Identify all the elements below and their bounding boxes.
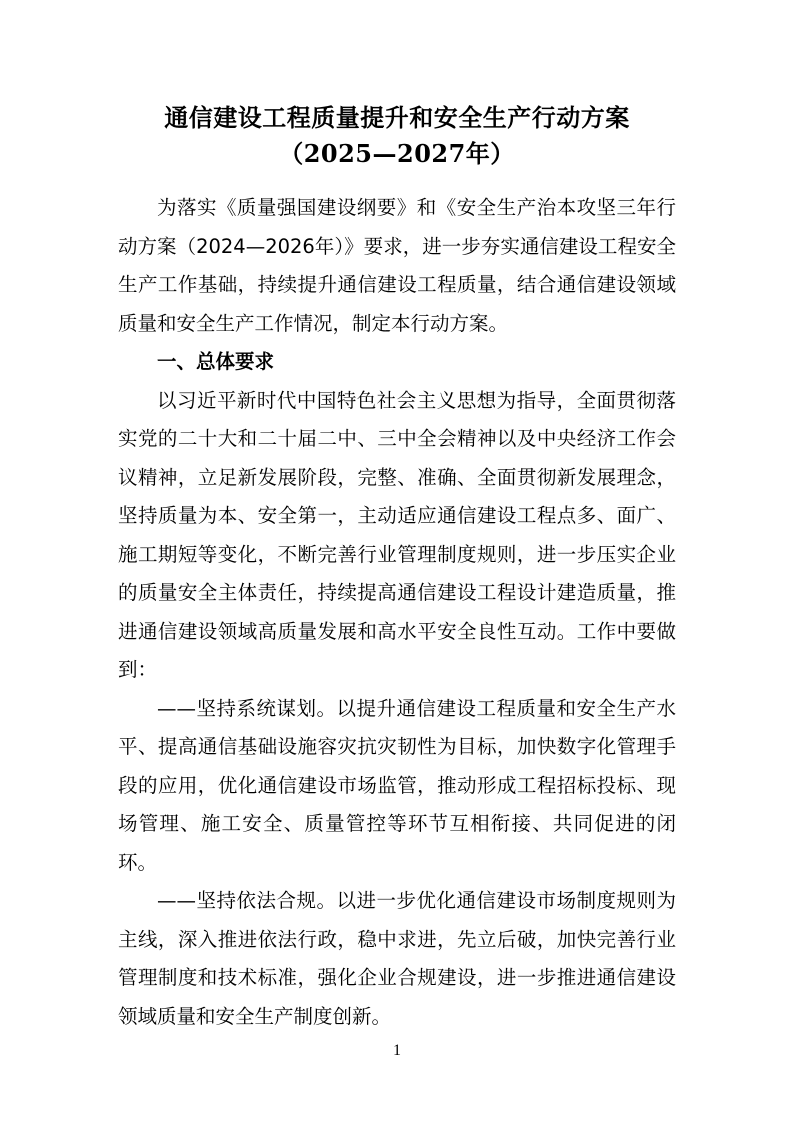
document-subtitle: （2025—2027年）	[279, 139, 515, 168]
intro-paragraph: 为落实《质量强国建设纲要》和《安全生产治本攻坚三年行动方案（2024—2026年）》要求，进一步夯实通信建设工程安全生产工作基础，持续提升通信建设工程质量，结合通信建设领域质量和安全生产工作情况，制定本行动方案。	[118, 196, 676, 335]
page-number: 1	[393, 1042, 401, 1059]
body-paragraph: ——坚持系统谋划。以提升通信建设工程质量和安全生产水平、提高通信基础设施容灾抗灾韧性为目标，加快数字化管理手段的应用，优化通信建设市场监管，推动形成工程招标投标、现场管理、施工安全、质量管控等环节互相衔接、共同促进的闭环。	[118, 696, 676, 874]
document-body	[118, 189, 676, 1036]
body-paragraph: ——坚持依法合规。以进一步优化通信建设市场制度规则为主线，深入推进依法行政，稳中求进，先立后破，加快完善行业管理制度和技术标准，强化企业合规建设，进一步推进通信建设领域质量和安全生产制度创新。	[118, 889, 676, 1028]
section-heading: 一、总体要求	[157, 350, 275, 373]
body-paragraph: 以习近平新时代中国特色社会主义思想为指导，全面贯彻落实党的二十大和二十届二中、三中全会精神以及中央经济工作会议精神，立足新发展阶段，完整、准确、全面贯彻新发展理念，坚持质量为本、安全第一，主动适应通信建设工程点多、面广、施工期短等变化，不断完善行业管理制度规则，进一步压实企业的质量安全主体责任，持续提高通信建设工程设计建造质量，推进通信建设领域高质量发展和高水平安全良性互动。工作中要做到：	[118, 388, 676, 681]
document-title: 通信建设工程质量提升和安全生产行动方案	[164, 103, 630, 132]
